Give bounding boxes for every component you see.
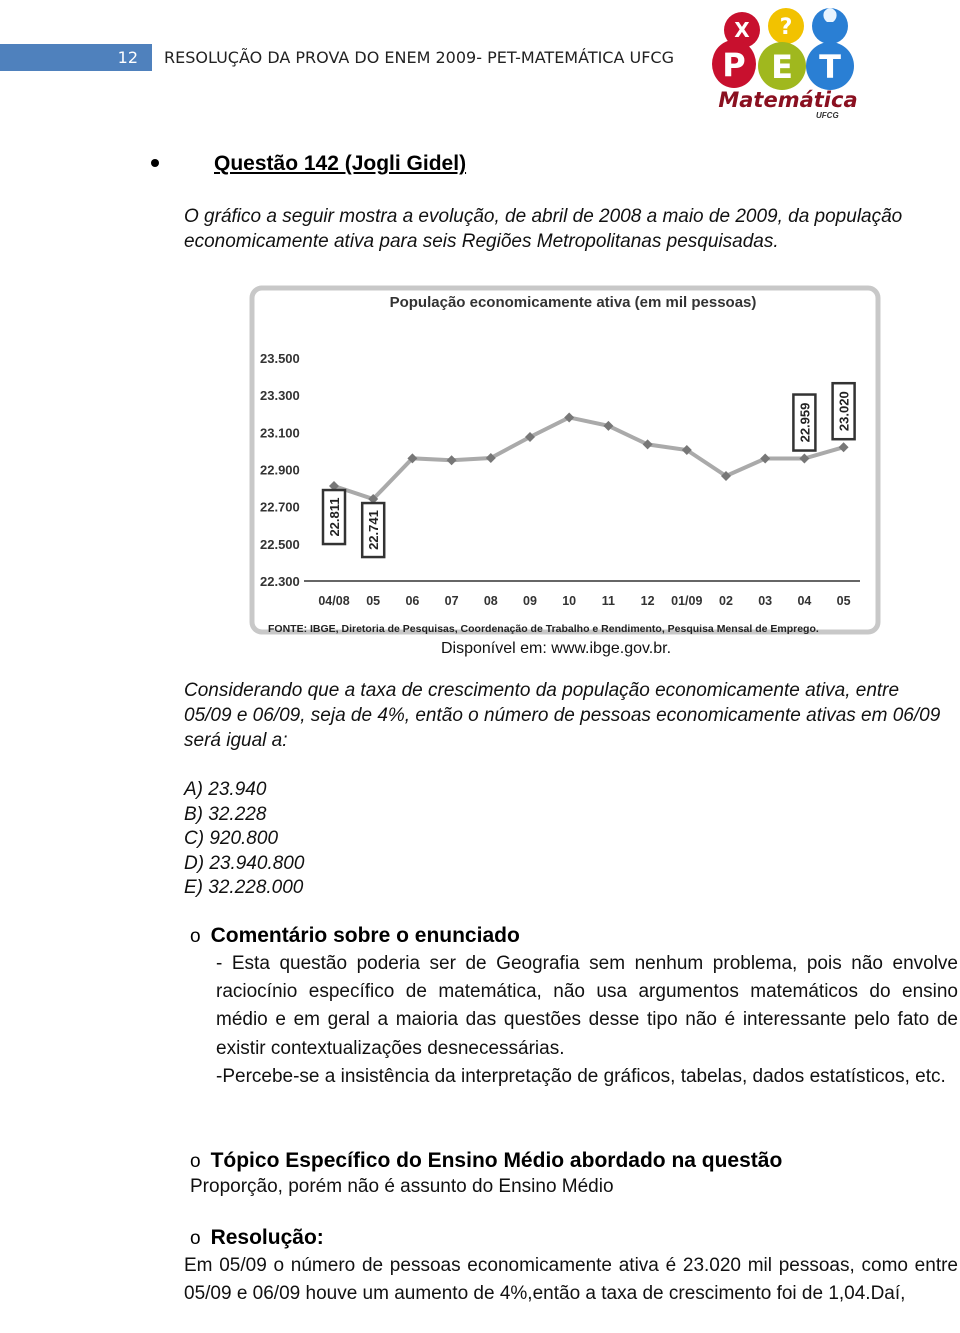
- value-label: [793, 395, 815, 451]
- option-d: D) 23.940.800: [184, 852, 305, 874]
- value-label: [323, 490, 345, 544]
- comment-heading-text: Comentário sobre o enunciado: [210, 924, 520, 947]
- logo-word: Matemática: [718, 88, 858, 112]
- value-label-text: 22.959: [797, 402, 813, 443]
- y-tick-label: 22.900: [260, 462, 300, 478]
- x-tick-label: 09: [523, 594, 537, 608]
- resolution-heading-text: Resolução:: [210, 1226, 324, 1249]
- x-tick-label: 06: [405, 594, 420, 608]
- question-statement: Considerando que a taxa de crescimento da população economicamente ativa, entre 05/09 e 06/09, seja de 4%, então o número de pessoas economicamente ativas em 06/09 será igual a:: [184, 680, 941, 751]
- logo-letter-e: E: [771, 48, 793, 86]
- y-tick-label: 22.500: [260, 536, 300, 552]
- x-tick-label: 02: [719, 594, 733, 608]
- x-tick-label: 07: [444, 594, 459, 608]
- x-tick-label: 05: [836, 594, 851, 608]
- option-c: C) 920.800: [184, 828, 279, 849]
- topic-heading: [190, 1149, 782, 1173]
- x-tick-label: 12: [640, 594, 655, 608]
- chart-source: Disponível em: www.ibge.gov.br.: [441, 640, 672, 657]
- x-tick-label: 04/08: [318, 594, 350, 608]
- resolution-text: Em 05/09 o número de pessoas economicamente ativa é 23.020 mil pessoas, como entre 05/09 e 06/09 houve um aumento de 4%,então a taxa de crescimento foi de 1,04.Daí,: [184, 1255, 958, 1305]
- x-tick-label: 11: [601, 594, 616, 608]
- x-tick-label: 08: [483, 594, 498, 608]
- bullet-icon: [151, 159, 159, 167]
- comment-body: [216, 950, 958, 1091]
- chart-title: População economicamente ativa (em mil pessoas): [389, 294, 757, 311]
- x-tick-label: 03: [758, 594, 773, 608]
- option-e: E) 32.228.000: [184, 877, 304, 898]
- header-title: RESOLUÇÃO DA PROVA DO ENEM 2009- PET-MATEMÁTICA UFCG: [164, 48, 674, 67]
- value-label-text: 22.811: [327, 497, 342, 537]
- topic-heading-text: Tópico Específico do Ensino Médio abordado na questão: [210, 1149, 783, 1172]
- value-label-text: 22.741: [366, 510, 382, 550]
- page-number: 12: [0, 44, 152, 71]
- value-label: [362, 503, 384, 557]
- logo-letter-t: T: [819, 48, 841, 86]
- value-label: [833, 383, 855, 439]
- y-tick-label: 23.300: [260, 388, 300, 404]
- topic-marker: o: [190, 1151, 201, 1172]
- logo-letter-x: X: [734, 18, 750, 42]
- x-tick-label: 01/09: [671, 594, 703, 608]
- question-intro: O gráfico a seguir mostra a evolução, de abril de 2008 a maio de 2009, da população economicamente ativa para seis Regiões Metropolitanas pesquisadas.: [184, 206, 903, 252]
- answer-options: [184, 778, 304, 901]
- population-line-chart: [248, 278, 892, 640]
- x-tick-label: 10: [562, 594, 577, 608]
- chart-footnote: FONTE: IBGE, Diretoria de Pesquisas, Coordenação de Trabalho e Rendimento, Pesquisa Mensal de Emprego.: [268, 623, 819, 635]
- page-header: [0, 44, 700, 71]
- question-title: Questão 142 (Jogli Gidel): [214, 152, 467, 175]
- comment-paragraph-1: - Esta questão poderia ser de Geografia sem nenhum problema, pois não envolve raciocínio específico de matemática, não usa argumentos matemáticos do ensino médio e em geral a maioria das questões desse tipo não é interessante pelo fato de existir contextualizações desnecessárias.: [216, 953, 958, 1059]
- x-tick-label: 04: [797, 594, 812, 608]
- y-tick-label: 23.100: [260, 425, 300, 441]
- resolution-marker: o: [190, 1228, 201, 1249]
- comment-marker: o: [190, 926, 201, 947]
- value-label-text: 23.020: [836, 391, 852, 432]
- logo-letter-p: P: [722, 46, 746, 84]
- x-tick-label: 05: [366, 594, 381, 608]
- y-tick-label: 23.500: [260, 351, 300, 366]
- y-tick-label: 22.700: [260, 499, 300, 515]
- logo-letter-question: ?: [779, 15, 793, 40]
- option-a: A) 23.940: [184, 779, 267, 800]
- resolution-heading: [190, 1226, 324, 1250]
- option-b: B) 32.228: [184, 803, 267, 825]
- y-tick-label: 22.300: [260, 574, 300, 589]
- comment-heading: [190, 924, 520, 948]
- topic-text: Proporção, porém não é assunto do Ensino Médio: [190, 1176, 614, 1197]
- logo-sub: UFCG: [816, 111, 839, 120]
- comment-paragraph-2: -Percebe-se a insistência da interpretação de gráficos, tabelas, dados estatísticos, etc.: [216, 1065, 946, 1087]
